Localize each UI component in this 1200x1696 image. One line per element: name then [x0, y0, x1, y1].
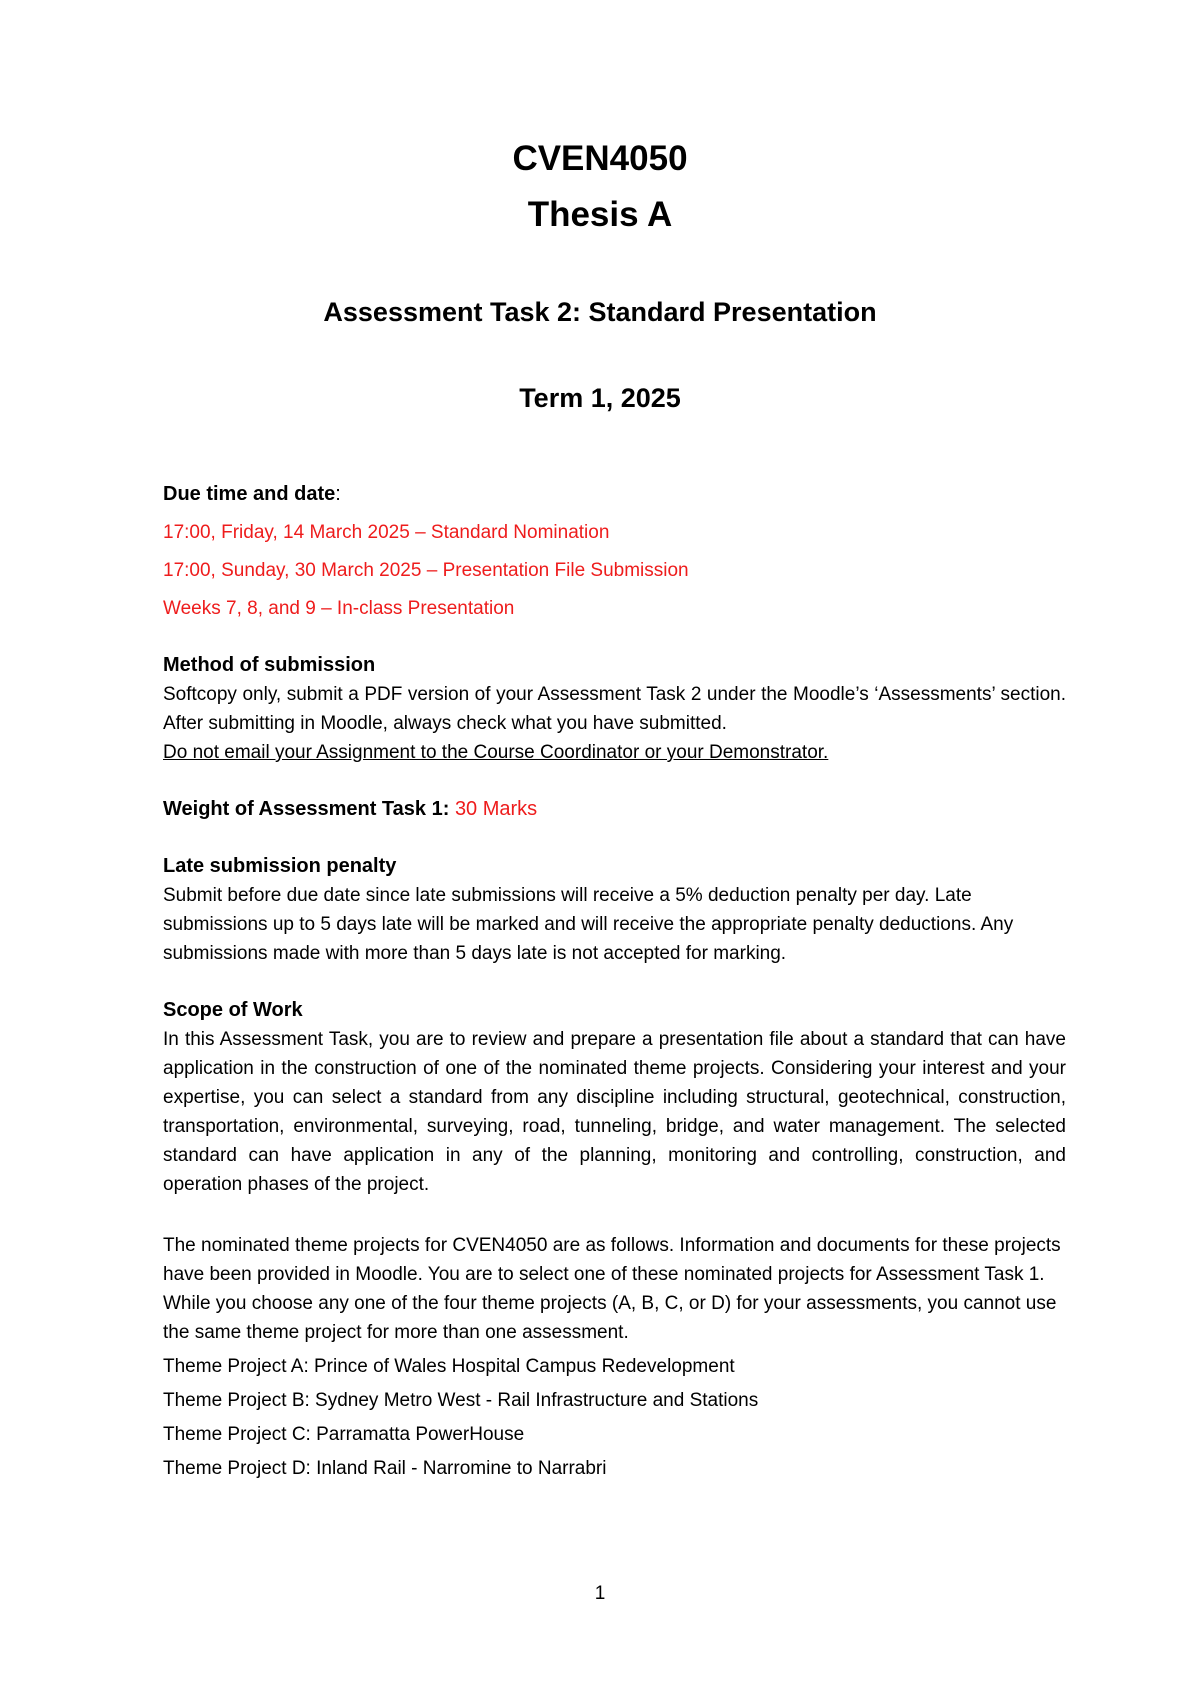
theme-project-b: Theme Project B: Sydney Metro West - Rail Infrastructure and Stations [163, 1390, 759, 1411]
page-number: 1 [594, 1583, 606, 1604]
due-heading [163, 480, 1066, 509]
course-name: Thesis A [527, 195, 673, 234]
weight-colon: : [442, 798, 455, 820]
themes-intro: The nominated theme projects for CVEN4050 are as follows. Information and documents for these projects have been provided in Moodle. You are to select one of these nominated projects for Assessment Task 1. While you choose any one of the four theme projects (A, B, C, or D) for your assessments, you cannot use the same theme project for more than one assessment. [163, 1235, 1061, 1343]
due-date-submission: 17:00, Sunday, 30 March 2025 – Presentation File Submission [163, 560, 689, 581]
due-heading-text: Due time and date [163, 483, 336, 505]
method-body: Softcopy only, submit a PDF version of your Assessment Task 2 under the Moodle’s ‘Assessments’ section. After submitting in Moodle, always check what you have submitted. [163, 684, 1066, 734]
weight-section [163, 795, 1066, 824]
due-date-nomination: 17:00, Friday, 14 March 2025 – Standard Nomination [163, 522, 610, 543]
method-warning: Do not email your Assignment to the Course Coordinator or your Demonstrator. [163, 742, 829, 763]
method-heading: Method of submission [163, 654, 376, 676]
scope-heading: Scope of Work [163, 999, 303, 1021]
task-title: Assessment Task 2: Standard Presentation [323, 297, 877, 327]
method-section [163, 651, 1066, 767]
weight-value: 30 Marks [454, 798, 538, 820]
document-body [163, 480, 1066, 1483]
weight-label: Weight of Assessment Task 1 [163, 798, 443, 820]
scope-section [163, 996, 1066, 1199]
due-date-presentation: Weeks 7, 8, and 9 – In-class Presentation [163, 598, 515, 619]
theme-project-c: Theme Project C: Parramatta PowerHouse [163, 1424, 525, 1445]
due-dates-list [163, 518, 1066, 623]
themes-section [163, 1231, 1066, 1483]
term-label: Term 1, 2025 [519, 383, 681, 413]
late-section [163, 852, 1066, 968]
due-section [163, 480, 1066, 623]
due-heading-colon: : [335, 483, 341, 505]
late-heading: Late submission penalty [163, 855, 397, 877]
course-code: CVEN4050 [512, 139, 688, 178]
theme-list [163, 1352, 1066, 1483]
late-text: Submit before due date since late submissions will receive a 5% deduction penalty per day. Late submissions up to 5 days late will be marked and will receive the appropriate penalty deductions. Any submissions made with more than 5 days late is not accepted for marking. [163, 885, 1014, 964]
theme-project-d: Theme Project D: Inland Rail - Narromine to Narrabri [163, 1458, 607, 1479]
scope-text: In this Assessment Task, you are to review and prepare a presentation file about a standard that can have application in the construction of one of the nominated theme projects. Considering your interest and your expertise, you can select a standard from any discipline including structural, geotechnical, construction, transportation, environmental, surveying, road, tunneling, bridge, and water management. The selected standard can have application in any of the planning, monitoring and controlling, construction, and operation phases of the project. [163, 1029, 1066, 1195]
weight-line [163, 795, 1066, 824]
method-text [163, 680, 1066, 767]
theme-project-a: Theme Project A: Prince of Wales Hospital Campus Redevelopment [163, 1356, 735, 1377]
